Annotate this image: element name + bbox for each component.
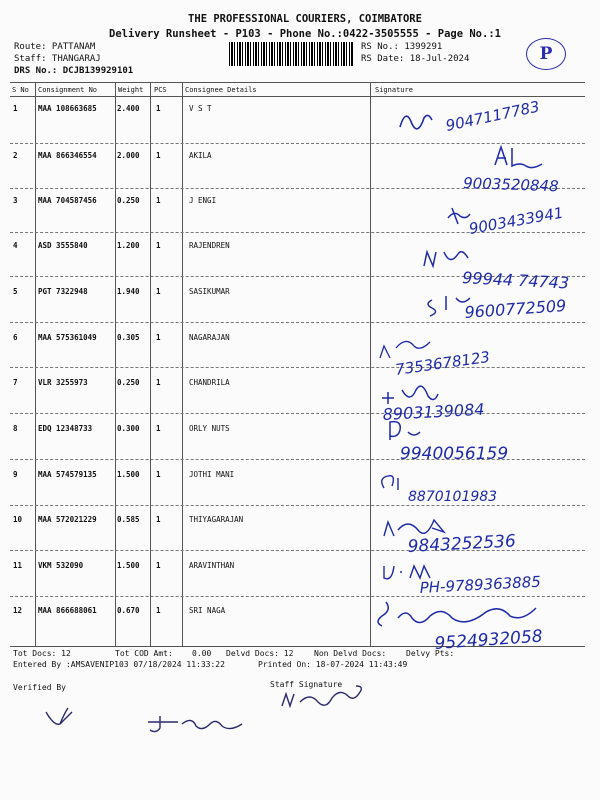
verifier-signature — [46, 708, 72, 724]
staff-signature-label: Staff Signature — [270, 680, 343, 689]
total-docs: Tot Docs: 12 — [13, 649, 71, 658]
row-sno: 12 — [13, 606, 23, 615]
row-sno: 9 — [13, 470, 18, 479]
col-header-signature: Signature — [375, 86, 413, 94]
row-sno: 2 — [13, 151, 18, 160]
runsheet-subtitle: Delivery Runsheet - P103 - Phone No.:0422-3505555 - Page No.:1 — [109, 28, 501, 40]
row-sno: 4 — [13, 241, 18, 250]
col-header-consignment: Consignment No — [38, 86, 98, 94]
row-divider — [10, 276, 585, 277]
handwritten-phone: 9524932058 — [433, 626, 544, 654]
row-weight: 0.670 — [117, 606, 140, 615]
row-sno: 3 — [13, 196, 18, 205]
row-consignment-no: MAA 108663685 — [38, 104, 97, 113]
row-consignee: ORLY NUTS — [189, 424, 230, 433]
handwritten-phone: 8870101983 — [408, 489, 498, 505]
col-header-weight: Weight — [118, 86, 144, 94]
handwritten-phone: 9003520848 — [462, 174, 559, 196]
row-divider — [10, 596, 585, 597]
table-row — [0, 151, 600, 196]
row-sno: 6 — [13, 333, 18, 342]
row-consignee: THIYAGARAJAN — [189, 515, 244, 524]
handwritten-phone: 9940056159 — [400, 444, 509, 464]
handwritten-phone: 8903139084 — [382, 399, 485, 424]
row-pcs: 1 — [156, 561, 161, 570]
row-weight: 2.000 — [117, 151, 140, 160]
row-divider — [10, 232, 585, 233]
row-weight: 1.940 — [117, 287, 140, 296]
row-sno: 11 — [13, 561, 23, 570]
table-row — [0, 333, 600, 375]
printed-on: Printed On: 18-07-2024 11:43:49 — [258, 660, 408, 669]
handwritten-phone: PH-9789363885 — [419, 572, 542, 597]
handwritten-phone: 9843252536 — [407, 531, 517, 557]
row-sno: 7 — [13, 378, 18, 387]
row-consignee: NAGARAJAN — [189, 333, 230, 342]
row-sno: 8 — [13, 424, 18, 433]
row-divider — [10, 322, 585, 323]
handwritten-phone: 9003433941 — [467, 203, 565, 238]
handwritten-phone: 99944 74743 — [461, 268, 570, 293]
row-consignee: JOTHI MANI — [189, 470, 235, 479]
row-consignee: CHANDRILA — [189, 378, 230, 387]
row-pcs: 1 — [156, 151, 161, 160]
row-consignee: RAJENDREN — [189, 241, 230, 250]
row-pcs: 1 — [156, 424, 161, 433]
row-consignment-no: MAA 574579135 — [38, 470, 97, 479]
company-title: THE PROFESSIONAL COURIERS, COIMBATORE — [188, 13, 422, 25]
staff-label: Staff: THANGARAJ — [14, 54, 101, 64]
handwritten-phone: 7353678123 — [394, 347, 492, 379]
row-divider — [10, 505, 585, 506]
col-header-pcs: PCS — [154, 86, 167, 94]
route-label: Route: PATTANAM — [14, 42, 96, 52]
row-pcs: 1 — [156, 104, 161, 113]
drs-number: DRS No.: DCJB139929101 — [14, 66, 134, 76]
row-consignment-no: PGT 7322948 — [38, 287, 88, 296]
table-top-border — [10, 82, 585, 83]
row-pcs: 1 — [156, 378, 161, 387]
handwritten-phone: 9047117783 — [444, 97, 542, 135]
total-cod-label: Tot COD Amt: — [115, 649, 173, 658]
row-consignment-no: MAA 575361049 — [38, 333, 97, 342]
row-consignment-no: VKM 532090 — [38, 561, 84, 570]
row-divider — [10, 367, 585, 368]
col-header-sno: S No — [12, 86, 29, 94]
row-weight: 0.250 — [117, 196, 140, 205]
row-weight: 1.500 — [117, 561, 140, 570]
row-consignee: AKILA — [189, 151, 212, 160]
row-consignee: J ENGI — [189, 196, 217, 205]
row-divider — [10, 550, 585, 551]
row-consignee: ARAVINTHAN — [189, 561, 235, 570]
entered-by: Entered By :AMSAVENIP103 07/18/2024 11:33:22 — [13, 660, 225, 669]
row-pcs: 1 — [156, 515, 161, 524]
non-delivered-docs: Non Delvd Docs: — [314, 649, 387, 658]
row-weight: 0.300 — [117, 424, 140, 433]
row-divider — [10, 413, 585, 414]
row-consignment-no: ASD 3555840 — [38, 241, 88, 250]
row-weight: 0.250 — [117, 378, 140, 387]
row-pcs: 1 — [156, 287, 161, 296]
row-consignment-no: MAA 572021229 — [38, 515, 97, 524]
priority-stamp: P — [526, 38, 566, 70]
delivery-points: Delvy Pts: — [406, 649, 455, 658]
row-consignee: V S T — [189, 104, 212, 113]
row-consignment-no: EDQ 12348733 — [38, 424, 93, 433]
row-divider — [10, 459, 585, 460]
table-header-border — [10, 96, 585, 97]
row-consignee: SRI NAGA — [189, 606, 226, 615]
row-sno: 10 — [13, 515, 23, 524]
row-weight: 0.585 — [117, 515, 140, 524]
row-pcs: 1 — [156, 196, 161, 205]
verifier-signature — [148, 716, 242, 732]
col-header-consignee: Consignee Details — [185, 86, 257, 94]
row-consignment-no: MAA 866346554 — [38, 151, 97, 160]
row-pcs: 1 — [156, 333, 161, 342]
table-row — [0, 606, 600, 648]
row-consignment-no: MAA 704587456 — [38, 196, 97, 205]
row-weight: 1.500 — [117, 470, 140, 479]
table-bottom-border — [10, 646, 585, 647]
row-consignment-no: VLR 3255973 — [38, 378, 88, 387]
row-divider — [10, 143, 585, 144]
row-weight: 1.200 — [117, 241, 140, 250]
delivered-docs: Delvd Docs: 12 — [226, 649, 294, 658]
row-divider — [10, 188, 585, 189]
row-weight: 2.400 — [117, 104, 140, 113]
row-consignee: SASIKUMAR — [189, 287, 230, 296]
staff-signature-scribble — [282, 686, 361, 706]
row-sno: 1 — [13, 104, 18, 113]
verified-by-label: Verified By — [13, 683, 66, 692]
rs-date: RS Date: 18-Jul-2024 — [361, 54, 470, 64]
table-row — [0, 104, 600, 146]
row-pcs: 1 — [156, 606, 161, 615]
row-consignment-no: MAA 866688061 — [38, 606, 97, 615]
row-pcs: 1 — [156, 241, 161, 250]
row-weight: 0.305 — [117, 333, 140, 342]
row-sno: 5 — [13, 287, 18, 296]
total-cod-value: 0.00 — [192, 649, 212, 658]
rs-number: RS No.: 1399291 — [361, 42, 443, 52]
barcode — [229, 42, 353, 66]
row-pcs: 1 — [156, 470, 161, 479]
handwritten-phone: 9600772509 — [463, 295, 567, 322]
